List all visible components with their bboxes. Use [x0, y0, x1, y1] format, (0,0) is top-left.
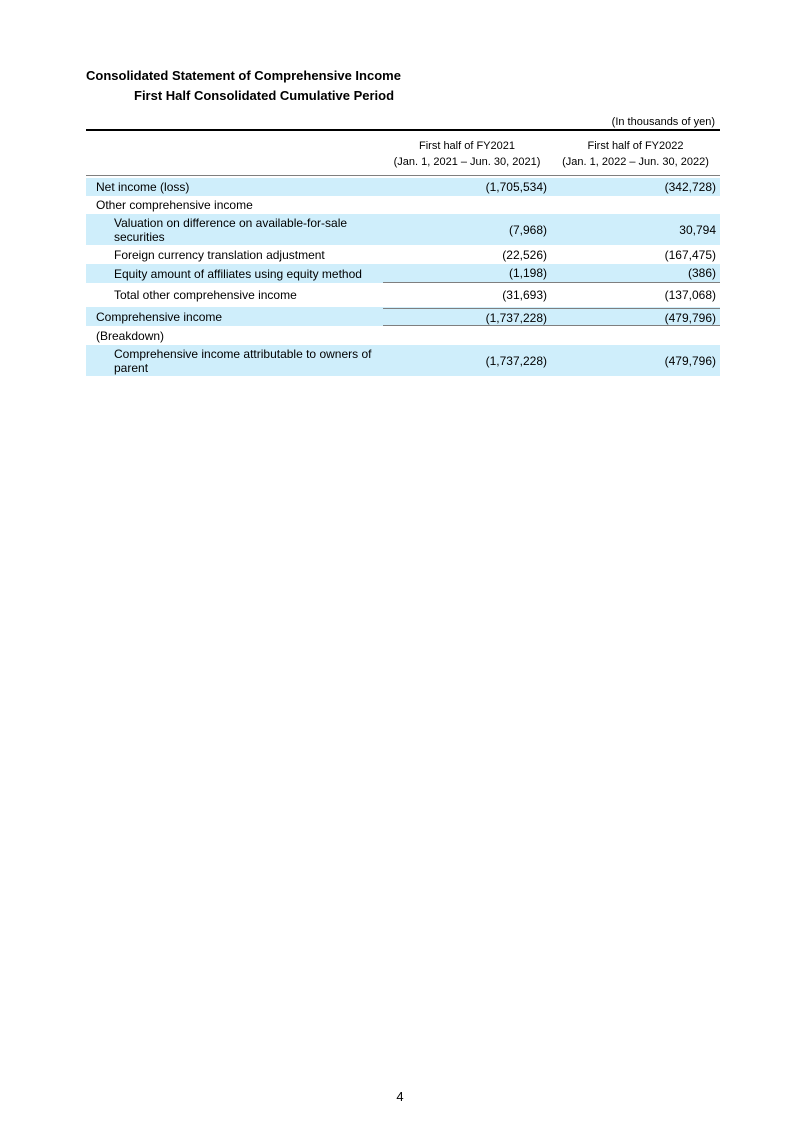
table-row-valuation-difference — [86, 214, 720, 245]
table-row-net-income — [86, 178, 720, 196]
table-header — [86, 131, 720, 176]
row-value-fy2021: (1,737,228) — [383, 308, 551, 326]
table-row-equity-affiliates — [86, 264, 720, 283]
header-fy2021 — [383, 131, 551, 175]
row-value-fy2022: (137,068) — [664, 288, 716, 302]
row-value-fy2022: (386) — [551, 264, 720, 283]
row-value-fy2022: (479,796) — [551, 308, 720, 326]
statement-subtitle: First Half Consolidated Cumulative Period — [134, 88, 395, 103]
table-row-total-other-comprehensive-income — [86, 283, 720, 307]
row-value-fy2022: (167,475) — [664, 247, 716, 262]
row-label: Comprehensive income attributable to owners of parent — [114, 346, 372, 375]
row-value-fy2022: (342,728) — [664, 180, 716, 194]
row-label: Other comprehensive income — [96, 198, 253, 212]
row-label: Total other comprehensive income — [114, 288, 297, 302]
row-label: Comprehensive income — [96, 309, 223, 324]
header-fy2022 — [551, 131, 720, 175]
header-fy2021-dates: (Jan. 1, 2021 – Jun. 30, 2021) — [393, 156, 541, 168]
table-row-comprehensive-income — [86, 307, 720, 326]
row-value-fy2022: (479,796) — [664, 353, 716, 368]
row-value-fy2021: (1,705,534) — [485, 180, 547, 194]
row-value-fy2021: (31,693) — [502, 288, 547, 302]
table-row-breakdown — [86, 326, 720, 345]
page-number: 4 — [396, 1089, 404, 1104]
row-value-fy2021: (1,198) — [383, 264, 551, 283]
row-label: Net income (loss) — [96, 180, 190, 194]
row-value-fy2021: (1,737,228) — [485, 353, 547, 368]
comprehensive-income-table — [86, 129, 720, 376]
row-label: Foreign currency translation adjustment — [114, 247, 325, 262]
table-row-other-comprehensive-income — [86, 196, 720, 214]
row-label: Equity amount of affiliates using equity method — [114, 266, 362, 281]
row-label: (Breakdown) — [96, 328, 165, 343]
header-fy2022-period: First half of FY2022 — [587, 140, 684, 152]
row-value-fy2021: (7,968) — [508, 222, 547, 237]
units-note: (In thousands of yen) — [611, 116, 715, 128]
row-label: Valuation on difference on available-for-sale securities — [114, 215, 348, 244]
statement-title: Consolidated Statement of Comprehensive Income — [86, 68, 401, 83]
header-fy2022-dates: (Jan. 1, 2022 – Jun. 30, 2022) — [562, 156, 709, 168]
header-label-cell — [86, 131, 383, 175]
row-value-fy2022: 30,794 — [679, 222, 716, 237]
row-value-fy2021: (22,526) — [502, 247, 547, 262]
table-row-attributable-to-owners — [86, 345, 720, 376]
header-fy2021-period: First half of FY2021 — [419, 140, 515, 152]
table-row-foreign-currency-translation — [86, 245, 720, 264]
